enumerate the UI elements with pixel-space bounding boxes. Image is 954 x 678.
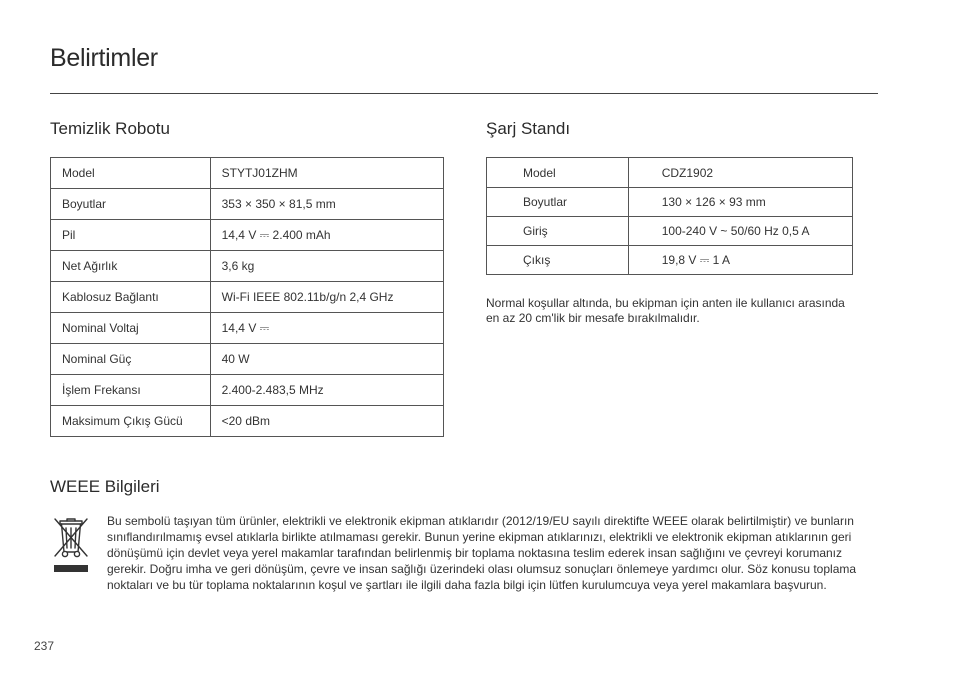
table-row bbox=[51, 313, 444, 344]
table-row bbox=[487, 158, 853, 188]
table-row bbox=[51, 344, 444, 375]
weee-description: Bu sembolü taşıyan tüm ürünler, elektrikli ve elektronik ekipman atıklarıdır (2012/19/EU sayılı direktifte WEEE olarak belirtilmiştir) ve bunların sınıflandırılmamış evsel atıklarla birlikte atılmaması gerekir. Bunun yerine ekipman atıklarınızı, elektrikli ve elektronik ekipman atıklarının geri dönüşümü için devlet veya yerel makamlar tarafından belirlenmiş bir toplama noktasına teslim ederek insan sağlığını ve çevreyi korumanız gerekir. Doğru imha ve geri dönüşüm, çevre ve insan sağlığı üzerindeki olası olumsuz sonuçları önlemeye yardımcı olur. Söz konusu toplama noktaları ve bu tür toplama noktalarının koşul ve şartları ile ilgili daha fazla bilgi için lütfen kurulumcuya veya yerel makamlara başvurun. bbox=[107, 514, 857, 592]
spec-label: Nominal Voltaj bbox=[51, 313, 211, 344]
spec-value: 2.400-2.483,5 MHz bbox=[210, 375, 443, 406]
weee-section-heading: WEEE Bilgileri bbox=[50, 477, 160, 496]
spec-value: 40 W bbox=[210, 344, 443, 375]
spec-value: 130 × 126 × 93 mm bbox=[628, 188, 852, 217]
spec-value: 19,8 V ⎓ 1 A bbox=[628, 246, 852, 275]
spec-value: 100-240 V ~ 50/60 Hz 0,5 A bbox=[628, 217, 852, 246]
spec-label: Net Ağırlık bbox=[51, 251, 211, 282]
spec-label: Boyutlar bbox=[487, 188, 629, 217]
table-row bbox=[51, 220, 444, 251]
robot-section-heading: Temizlik Robotu bbox=[50, 119, 170, 138]
page-number: 237 bbox=[34, 639, 55, 653]
spec-value: 353 × 350 × 81,5 mm bbox=[210, 189, 443, 220]
table-row bbox=[487, 246, 853, 275]
table-row bbox=[51, 406, 444, 437]
spec-label: Çıkış bbox=[487, 246, 629, 275]
table-row bbox=[51, 282, 444, 313]
spec-value: STYTJ01ZHM bbox=[210, 158, 443, 189]
table-row bbox=[51, 158, 444, 189]
antenna-distance-note: Normal koşullar altında, bu ekipman için anten ile kullanıcı arasında en az 20 cm'lik bir mesafe bırakılmalıdır. bbox=[486, 296, 845, 325]
table-row bbox=[487, 217, 853, 246]
dock-spec-table bbox=[486, 157, 853, 275]
spec-label: Kablosuz Bağlantı bbox=[51, 282, 211, 313]
title-divider bbox=[50, 93, 878, 94]
spec-label: Model bbox=[487, 158, 629, 188]
spec-label: Pil bbox=[51, 220, 211, 251]
spec-label: İşlem Frekansı bbox=[51, 375, 211, 406]
spec-label: Maksimum Çıkış Gücü bbox=[51, 406, 211, 437]
crossed-out-wheelie-bin-icon bbox=[52, 516, 90, 576]
spec-label: Boyutlar bbox=[51, 189, 211, 220]
robot-spec-table bbox=[50, 157, 444, 437]
spec-value: 3,6 kg bbox=[210, 251, 443, 282]
spec-value: CDZ1902 bbox=[628, 158, 852, 188]
spec-value: Wi-Fi IEEE 802.11b/g/n 2,4 GHz bbox=[210, 282, 443, 313]
table-row bbox=[51, 251, 444, 282]
table-row bbox=[51, 375, 444, 406]
table-row bbox=[487, 188, 853, 217]
spec-value: <20 dBm bbox=[210, 406, 443, 437]
spec-label: Nominal Güç bbox=[51, 344, 211, 375]
page-title: Belirtimler bbox=[50, 44, 158, 72]
spec-value: 14,4 V ⎓ 2.400 mAh bbox=[210, 220, 443, 251]
spec-value: 14,4 V ⎓ bbox=[210, 313, 443, 344]
table-row bbox=[51, 189, 444, 220]
dock-section-heading: Şarj Standı bbox=[486, 119, 571, 138]
spec-label: Giriş bbox=[487, 217, 629, 246]
spec-label: Model bbox=[51, 158, 211, 189]
